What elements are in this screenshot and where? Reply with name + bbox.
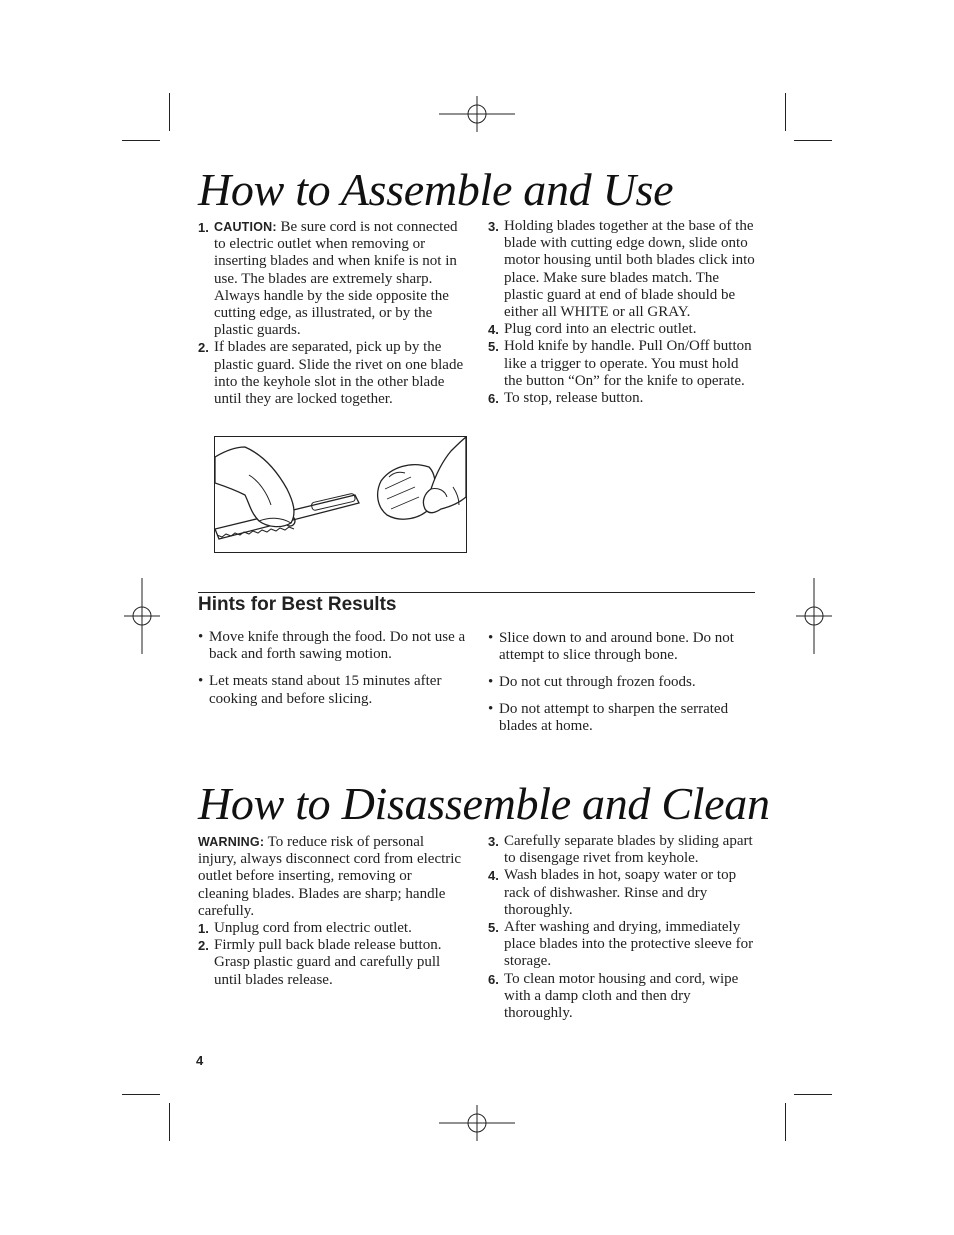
clean-steps-right	[488, 833, 760, 1022]
caution-label: CAUTION:	[214, 220, 277, 234]
hand-holding-blade-illustration-drawing	[215, 437, 466, 552]
crop-mark	[122, 140, 160, 141]
hint-item	[488, 674, 758, 691]
hint-text: Move knife through the food. Do not use a back and forth sawing motion.	[209, 629, 466, 663]
warning-text: To reduce risk of personal injury, always disconnect cord from electric outlet before inserting, removing or cleaning blades. Blades are sharp; handle carefully.	[198, 834, 462, 919]
crop-mark	[169, 1103, 170, 1141]
hints-heading: Hints for Best Results	[198, 594, 397, 615]
hint-text: Slice down to and around bone. Do not attempt to slice through bone.	[499, 630, 734, 664]
step-text: Hold knife by handle. Pull On/Off button like a trigger to operate. You must hold the button “On” for the knife to operate.	[504, 338, 752, 389]
bullet-icon: •	[488, 630, 494, 646]
assemble-step-2	[198, 339, 466, 408]
crop-mark	[794, 1094, 832, 1095]
hints-right	[488, 630, 758, 735]
crop-mark	[785, 1103, 786, 1141]
step-number: 5.	[488, 339, 499, 355]
step-text: Be sure cord is not connected to electric outlet when removing or inserting blades and when knife is not in use. The blades are extremely sharp. Always handle by the side opposite the cutting edge, as illustrated, or by the plastic guards.	[214, 219, 458, 339]
registration-mark-icon	[776, 578, 852, 654]
crop-mark	[169, 93, 170, 131]
step-text: Unplug cord from electric outlet.	[214, 920, 412, 937]
hints-left	[198, 629, 466, 708]
hint-item	[488, 630, 758, 664]
step-number: 6.	[488, 971, 499, 987]
assemble-step-3	[488, 218, 758, 321]
registration-mark-icon	[439, 76, 515, 152]
hint-item	[198, 629, 466, 663]
step-number: 3.	[488, 834, 499, 849]
step-text: After washing and drying, immediately place blades into the protective sleeve for storage.	[504, 919, 754, 970]
section-divider	[198, 592, 755, 593]
clean-step-1	[198, 920, 466, 937]
warning-paragraph	[198, 834, 466, 920]
assemble-title: How to Assemble and Use	[198, 164, 674, 215]
clean-step-5	[488, 919, 760, 971]
hint-text: Do not cut through frozen foods.	[499, 674, 696, 691]
page-number: 4	[196, 1053, 204, 1068]
bullet-icon: •	[488, 674, 494, 691]
hand-holding-blade-illustration	[214, 436, 467, 553]
warning-label: WARNING:	[198, 835, 265, 849]
step-number: 3.	[488, 219, 499, 234]
step-number: 4.	[488, 868, 499, 884]
hint-text: Do not attempt to sharpen the serrated blades at home.	[499, 700, 729, 734]
clean-steps-left	[198, 834, 466, 989]
step-number: 1.	[198, 921, 209, 937]
assemble-step-1	[198, 219, 466, 339]
step-number: 1.	[198, 220, 209, 235]
step-number: 5.	[488, 920, 499, 936]
assemble-step-5	[488, 338, 758, 390]
clean-step-2	[198, 937, 466, 989]
clean-step-6	[488, 971, 760, 1023]
step-number: 2.	[198, 938, 209, 954]
hint-item	[488, 701, 758, 735]
assemble-steps-right	[488, 218, 758, 407]
clean-title: How to Disassemble and Clean	[198, 778, 770, 829]
hint-item	[198, 673, 466, 707]
bullet-icon: •	[198, 629, 204, 645]
step-text: Carefully separate blades by sliding apart to disengage rivet from keyhole.	[504, 833, 753, 867]
crop-mark	[794, 140, 832, 141]
step-text: Wash blades in hot, soapy water or top rack of dishwasher. Rinse and dry thoroughly.	[504, 867, 737, 918]
step-number: 2.	[198, 340, 209, 356]
assemble-step-4	[488, 321, 758, 338]
step-text: To stop, release button.	[504, 390, 644, 407]
clean-step-4	[488, 867, 760, 919]
hint-text: Let meats stand about 15 minutes after cooking and before slicing.	[209, 673, 442, 707]
bullet-icon: •	[488, 700, 494, 717]
crop-mark	[122, 1094, 160, 1095]
registration-mark-icon	[439, 1085, 515, 1161]
step-text: Holding blades together at the base of the blade with cutting edge down, slide onto motor housing until both blades click into place. Make sure blades match. The plastic guard at end of blade should be either all WHITE or all GRAY.	[504, 218, 755, 321]
assemble-steps-left	[198, 219, 466, 408]
step-text: To clean motor housing and cord, wipe with a damp cloth and then dry thoroughly.	[504, 970, 739, 1022]
registration-mark-icon	[104, 578, 180, 654]
step-text: If blades are separated, pick up by the plastic guard. Slide the rivet on one blade into the keyhole slot in the other blade until they are locked together.	[214, 339, 464, 408]
crop-mark	[785, 93, 786, 131]
step-text: Plug cord into an electric outlet.	[504, 321, 697, 338]
clean-step-3	[488, 833, 760, 867]
step-text: Firmly pull back blade release button. Grasp plastic guard and carefully pull until blades release.	[214, 937, 442, 988]
step-number: 6.	[488, 391, 499, 407]
assemble-step-6	[488, 390, 758, 407]
bullet-icon: •	[198, 673, 204, 690]
step-number: 4.	[488, 322, 499, 338]
